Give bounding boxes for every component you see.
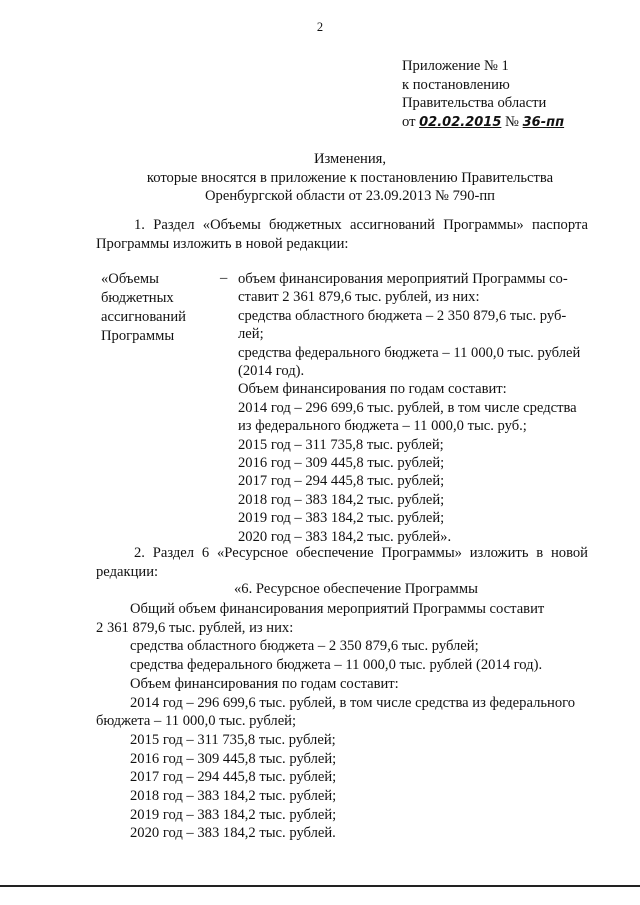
- content-line: 2015 год – 311 735,8 тыс. рублей;: [238, 436, 444, 453]
- content-line: 2020 год – 383 184,2 тыс. рублей».: [238, 528, 452, 545]
- passport-dash: –: [220, 270, 228, 286]
- content-line: ставит 2 361 879,6 тыс. рублей, из них:: [238, 289, 480, 306]
- label-line: бюджетных: [101, 290, 174, 306]
- section-6-line: 2015 год – 311 735,8 тыс. рублей;: [130, 731, 336, 748]
- content-line: 2018 год – 383 184,2 тыс. рублей;: [238, 491, 445, 508]
- content-line: средства областного бюджета – 2 350 879,6 тыс. руб-: [238, 307, 567, 324]
- section-6-line: 2020 год – 383 184,2 тыс. рублей.: [130, 825, 336, 842]
- section-6-line: Общий объем финансирования мероприятий Программы составит: [130, 601, 545, 617]
- page-number: 2: [316, 20, 324, 34]
- section-6-body: [96, 600, 596, 843]
- content-line: лей;: [238, 326, 264, 343]
- content-line: 2016 год – 309 445,8 тыс. рублей;: [238, 455, 445, 472]
- appendix-date-line: [402, 113, 564, 133]
- content-line: средства федерального бюджета – 11 000,0 тыс. рублей: [238, 344, 581, 361]
- section-6-line: 2018 год – 383 184,2 тыс. рублей;: [130, 788, 337, 805]
- content-line: Объем финансирования по годам составит:: [238, 381, 507, 398]
- item-2-paragraph: 2. Раздел 6 «Ресурсное обеспечение Программы» изложить в новой редакции:: [96, 545, 588, 580]
- number-prefix: №: [505, 113, 519, 130]
- content-line: объем финансирования мероприятий Программы со-: [238, 271, 568, 287]
- bottom-rule: [0, 885, 640, 887]
- content-line: (2014 год).: [238, 363, 305, 380]
- title-line: Изменения,: [313, 151, 387, 167]
- label-line: «Объемы: [101, 271, 159, 287]
- content-line: 2014 год – 296 699,6 тыс. рублей, в том числе средства: [238, 399, 577, 416]
- title-line: Оренбургской области от 23.09.2013 № 790-пп: [205, 188, 495, 204]
- passport-label: [101, 270, 186, 346]
- section-6-title: «6. Ресурсное обеспечение Программы: [234, 581, 478, 597]
- section-6-line: 2016 год – 309 445,8 тыс. рублей;: [130, 750, 337, 767]
- handwritten-date: 02.02.2015: [419, 114, 502, 130]
- document-title: [70, 150, 630, 206]
- label-line: ассигнований: [101, 309, 186, 325]
- handwritten-number: 36-пп: [522, 114, 565, 130]
- section-6-line: 2017 год – 294 445,8 тыс. рублей;: [130, 769, 337, 786]
- section-6-line: бюджета – 11 000,0 тыс. рублей;: [96, 713, 297, 730]
- label-line: Программы: [101, 328, 175, 344]
- title-line: которые вносятся в приложение к постановлению Правительства: [146, 169, 554, 186]
- section-6-line: 2019 год – 383 184,2 тыс. рублей;: [130, 806, 337, 823]
- section-6-line: 2014 год – 296 699,6 тыс. рублей, в том числе средства из федерального: [130, 694, 576, 711]
- section-6-line: средства областного бюджета – 2 350 879,6 тыс. рублей;: [130, 638, 479, 655]
- appendix-line: Приложение № 1: [402, 58, 509, 74]
- appendix-line: Правительства области: [402, 95, 547, 111]
- content-line: из федерального бюджета – 11 000,0 тыс. руб.;: [238, 418, 527, 435]
- appendix-line: к постановлению: [402, 76, 510, 93]
- content-line: 2017 год – 294 445,8 тыс. рублей;: [238, 473, 445, 490]
- section-6-line: Объем финансирования по годам составит:: [130, 675, 399, 692]
- appendix-header: [402, 57, 564, 132]
- item-1-paragraph: 1. Раздел «Объемы бюджетных ассигнований Программы» паспорта Программы изложить в новой редакции:: [96, 217, 588, 252]
- section-6-line: 2 361 879,6 тыс. рублей, из них:: [96, 619, 294, 636]
- content-line: 2019 год – 383 184,2 тыс. рублей;: [238, 510, 445, 527]
- section-6-line: средства федерального бюджета – 11 000,0 тыс. рублей (2014 год).: [130, 657, 543, 674]
- passport-content: [238, 270, 588, 546]
- date-prefix: от: [402, 113, 416, 130]
